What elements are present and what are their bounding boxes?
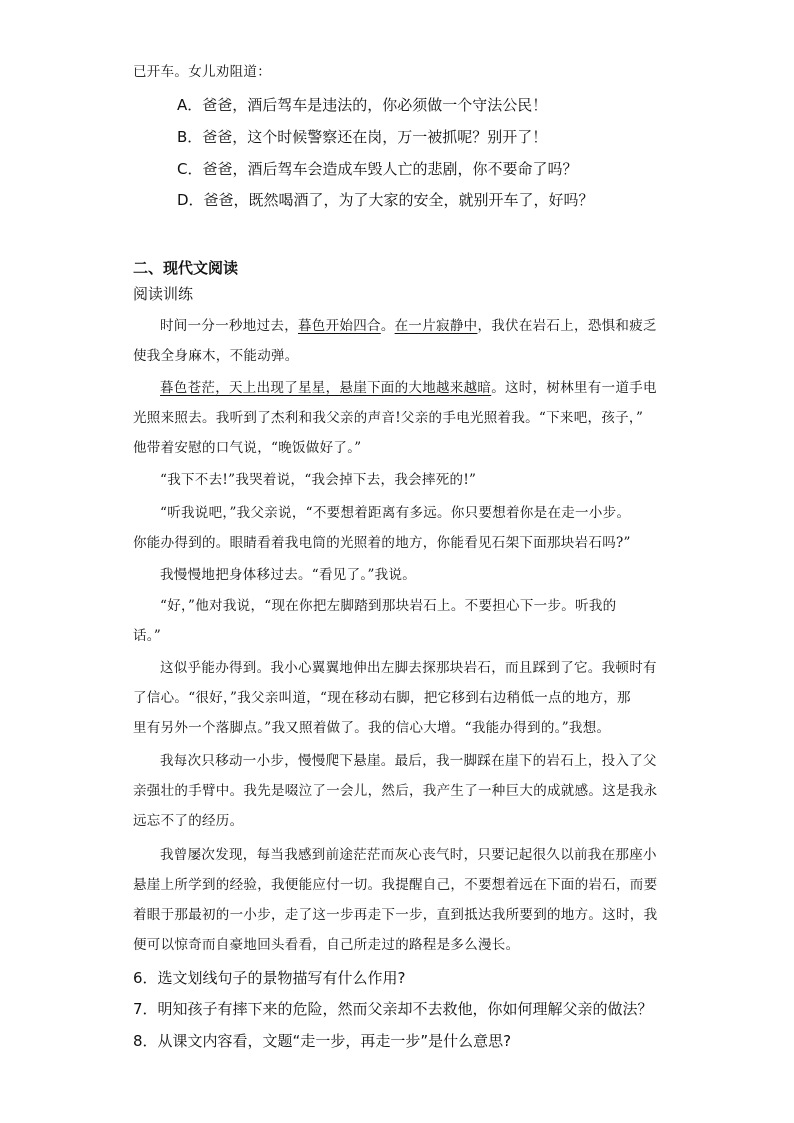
intro-line: 已开车。女儿劝阻道： [133, 64, 271, 80]
passage-line: 远忘不了的经历。 [133, 813, 244, 829]
underlined-sentence: 暮色苍茫，天上出现了星星，悬崖下面的大地越来越暗 [160, 380, 492, 396]
option-b: B．爸爸，这个时候警察还在岗，万一被抓呢？别开了！ [177, 128, 548, 146]
subsection-title: 阅读训练 [133, 285, 194, 303]
passage-line: 你能办得到的。眼睛看着我电筒的光照着的地方，你能看见石架下面那块岩石吗?” [133, 535, 631, 551]
section-title: 二、现代文阅读 [133, 259, 239, 277]
option-c: C．爸爸，酒后驾车会造成车毁人亡的悲剧，你不要命了吗？ [177, 160, 578, 178]
passage-text: 。 [380, 318, 395, 334]
option-a: A．爸爸，酒后驾车是违法的，你必须做一个守法公民！ [177, 96, 548, 114]
passage-line: 我慢慢地把身体移过去。“看见了。”我说。 [160, 567, 417, 583]
passage-line: 光照来照去。我听到了杰利和我父亲的声音!父亲的手电光照着我。“下来吧，孩子，” [133, 410, 644, 426]
passage-line: 了信心。“很好，”我父亲叫道，“现在移动右脚，把它移到右边稍低一点的地方，那 [133, 690, 631, 706]
passage-line: 悬崖上所学到的经验，我便能应付一切。我提醒自己，不要想着远在下面的岩石，而要 [133, 877, 658, 893]
passage-line: 便可以惊奇而自豪地回头看看，自己所走过的路程是多么漫长。 [133, 937, 520, 953]
passage-line: 这似乎能办得到。我小心翼翼地伸出左脚去探那块岩石，而且踩到了它。我顿时有 [160, 660, 657, 676]
passage-line: 亲强壮的手臂中。我先是啜泣了一会儿，然后，我产生了一种巨大的成就感。这是我永 [133, 783, 658, 799]
passage-line: 里有另外一个落脚点。”我又照着做了。我的信心大增。“我能办得到的。”我想。 [133, 720, 611, 736]
question-7: 7．明知孩子有摔下来的危险，然而父亲却不去救他，你如何理解父亲的做法？ [133, 1000, 653, 1018]
underlined-sentence: 暮色开始四合 [298, 318, 381, 334]
question-8: 8．从课文内容看，文题“走一步，再走一步”是什么意思? [133, 1032, 512, 1050]
passage-line: 着眼于那最初的一小步，走了这一步再走下一步，直到抵达我所要到的地方。这时，我 [133, 907, 658, 923]
passage-line: 我曾屡次发现，每当我感到前途茫茫而灰心丧气时，只要记起很久以前我在那座小 [160, 847, 657, 863]
passage-line: “好，”他对我说，“现在你把左脚踏到那块岩石上。不要担心下一步。听我的 [160, 598, 617, 614]
passage-line: 使我全身麻木，不能动弹。 [133, 348, 299, 364]
option-d: D．爸爸，既然喝酒了，为了大家的安全，就别开车了，好吗？ [177, 191, 594, 209]
passage-line: 我每次只移动一小步，慢慢爬下悬崖。最后，我一脚踩在崖下的岩石上，投入了父 [160, 753, 657, 769]
question-6: 6．选文划线句子的景物描写有什么作用? [133, 969, 406, 987]
passage-text: 时间一分一秒地过去， [160, 318, 298, 334]
passage-text: 。这时，树林里有一道手电 [491, 380, 657, 396]
passage-line: “我下不去!”我哭着说，“我会掉下去，我会摔死的!” [160, 472, 477, 488]
passage-line: 话。” [133, 628, 162, 644]
passage-line [160, 320, 657, 334]
passage-line: 他带着安慰的口气说，“晚饭做好了。” [133, 440, 362, 456]
underlined-sentence: 在一片寂静中 [394, 318, 478, 334]
passage-text: ，我伏在岩石上，恐惧和疲乏 [477, 318, 657, 334]
passage-line: “听我说吧，”我父亲说，“不要想着距离有多远。你只要想着你是在走一小步。 [160, 505, 631, 521]
passage-line [160, 382, 657, 396]
